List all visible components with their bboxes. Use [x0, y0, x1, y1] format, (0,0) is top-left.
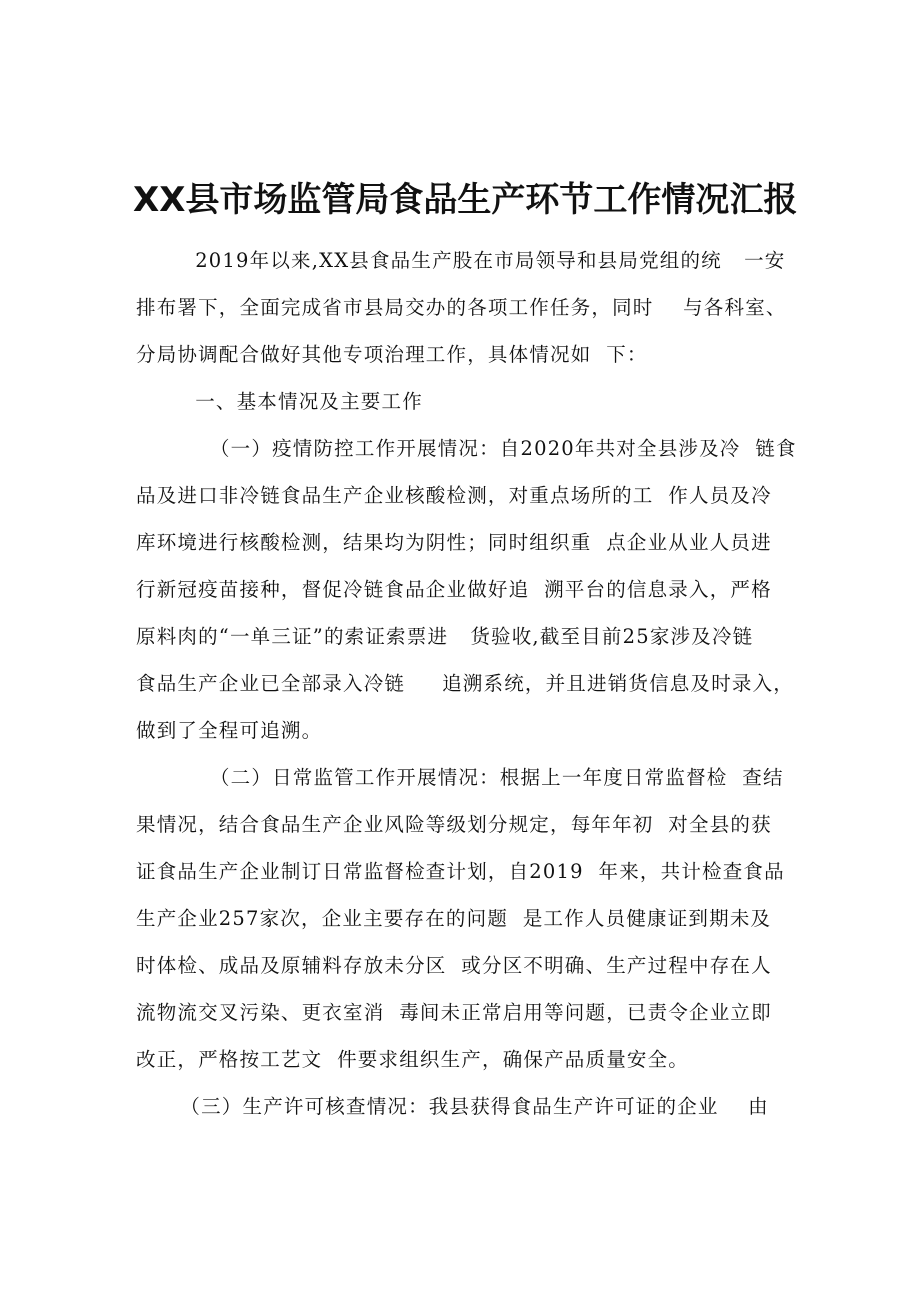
body-line: （二）日常监管工作开展情况：根据上一年度日常监督检 查结 [136, 766, 784, 789]
body-line: 流物流交叉污染、更衣室消 毒间未正常启用等问题，已责令企业立即 [136, 1001, 772, 1024]
body-line: 2019年以来,XX县食品生产股在市局领导和县局党组的统 一安 [136, 249, 786, 272]
body-line: 排布署下，全面完成省市县局交办的各项工作任务，同时 与各科室、 [136, 296, 787, 319]
body-line: 库环境进行核酸检测，结果均为阴性；同时组织重 点企业从业人员进 [136, 531, 772, 554]
body-line: （三）生产许可核查情况：我县获得食品生产许可证的企业 由 [136, 1095, 769, 1118]
body-line: 证食品生产企业制订日常监督检查计划，自2019 年来，共计检查食品 [136, 860, 785, 883]
body-line: 行新冠疫苗接种，督促冷链食品企业做好追 溯平台的信息录入，严格 [136, 578, 772, 601]
body-line: （一）疫情防控工作开展情况：自2020年共对全县涉及冷 链食 [136, 437, 797, 460]
section-heading: 一、基本情况及主要工作 [136, 390, 423, 413]
body-line: 分局协调配合做好其他专项治理工作，具体情况如 下： [136, 343, 648, 366]
body-line: 原料肉的“一单三证”的索证索票进 货验收,截至目前25家涉及冷链 [136, 625, 754, 648]
body-line: 食品生产企业已全部录入冷链 追溯系统，并且进销货信息及时录入， [136, 672, 794, 695]
body-line: 生产企业257家次，企业主要存在的问题 是工作人员健康证到期未及 [136, 907, 772, 930]
body-line: 做到了全程可追溯。 [136, 719, 323, 742]
body-line: 果情况，结合食品生产企业风险等级划分规定，每年年初 对全县的获 [136, 813, 772, 836]
document-title: XX县市场监管局食品生产环节工作情况汇报 [133, 180, 798, 220]
body-line: 品及进口非冷链食品生产企业核酸检测，对重点场所的工 作人员及冷 [136, 484, 772, 507]
body-line: 改正，严格按工艺文 件要求组织生产，确保产品质量安全。 [136, 1048, 689, 1071]
body-line: 时体检、成品及原辅料存放未分区 或分区不明确、生产过程中存在人 [136, 954, 772, 977]
